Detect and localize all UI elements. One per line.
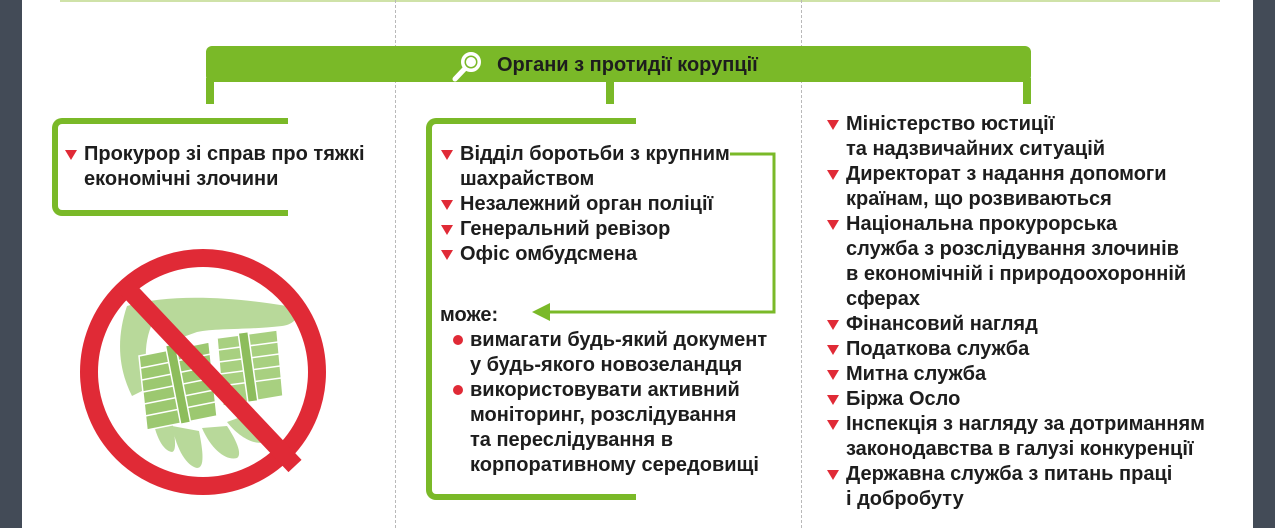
header-title: Органи з протидії корупції — [497, 54, 758, 76]
triangle-bullet-icon — [827, 470, 839, 480]
list-item-line: економічні злочини — [84, 168, 279, 190]
dot-bullet-icon — [453, 385, 463, 395]
powers-label: може: — [440, 304, 499, 326]
list-item-line: моніторинг, розслідування — [470, 404, 737, 426]
list-item-line: використовувати активний — [470, 379, 740, 401]
triangle-bullet-icon — [827, 170, 839, 180]
list-item-line: та переслідування в — [470, 429, 674, 451]
list-item-line: Національна прокурорська — [846, 213, 1118, 235]
list-item — [846, 212, 1205, 312]
list-item — [846, 462, 1205, 512]
list-item-line: країнам, що розвиваються — [846, 188, 1112, 210]
list-item-line: і добробуту — [846, 488, 964, 510]
list-item — [846, 112, 1205, 162]
list-item-line: Генеральний ревізор — [460, 218, 671, 240]
list-item-line: в економічній і природоохоронній — [846, 263, 1187, 285]
list-item-line: Інспекція з нагляду за дотриманням — [846, 413, 1205, 435]
list-item — [846, 337, 1205, 362]
triangle-bullet-icon — [827, 395, 839, 405]
right-list — [846, 112, 1205, 512]
triangle-bullet-icon — [827, 420, 839, 430]
list-item-line: Державна служба з питань праці — [846, 463, 1173, 485]
list-item — [846, 312, 1205, 337]
list-item — [470, 378, 767, 478]
powers-list — [470, 328, 767, 478]
list-item — [470, 328, 767, 378]
list-item — [846, 362, 1205, 387]
triangle-bullet-icon — [827, 370, 839, 380]
triangle-bullet-icon — [827, 120, 839, 130]
list-item-line: у будь-якого новозеландця — [470, 354, 743, 376]
list-item-line: Прокурор зі справ про тяжкі — [84, 143, 365, 165]
list-item-line: корпоративному середовищі — [470, 454, 759, 476]
list-item-line: Податкова служба — [846, 338, 1030, 360]
list-item — [846, 387, 1205, 412]
list-item-line: законодавства в галузі конкуренції — [846, 438, 1194, 460]
list-item-line: вимагати будь-який документ — [470, 329, 768, 351]
list-item-line: Офіс омбудсмена — [460, 243, 638, 265]
list-item-line: шахрайством — [460, 168, 595, 190]
dot-bullet-icon — [453, 335, 463, 345]
list-item-line: та надзвичайних ситуацій — [846, 138, 1106, 160]
list-item-line: Біржа Осло — [846, 388, 961, 410]
list-item-line: сферах — [846, 288, 920, 310]
list-item-line: Незалежний орган поліції — [460, 193, 714, 215]
list-item-line: Фінансовий нагляд — [846, 313, 1038, 335]
triangle-bullet-icon — [827, 345, 839, 355]
list-item — [846, 162, 1205, 212]
list-item-line: служба з розслідування злочинів — [846, 238, 1179, 260]
list-item-line: Митна служба — [846, 363, 987, 385]
list-item-line: Відділ боротьби з крупним — [460, 143, 730, 165]
infographic-page — [22, 0, 1253, 528]
list-item-line: Директорат з надання допомоги — [846, 163, 1167, 185]
triangle-bullet-icon — [827, 320, 839, 330]
list-item-line: Міністерство юстиції — [846, 113, 1055, 135]
triangle-bullet-icon — [827, 220, 839, 230]
list-item — [846, 412, 1205, 462]
